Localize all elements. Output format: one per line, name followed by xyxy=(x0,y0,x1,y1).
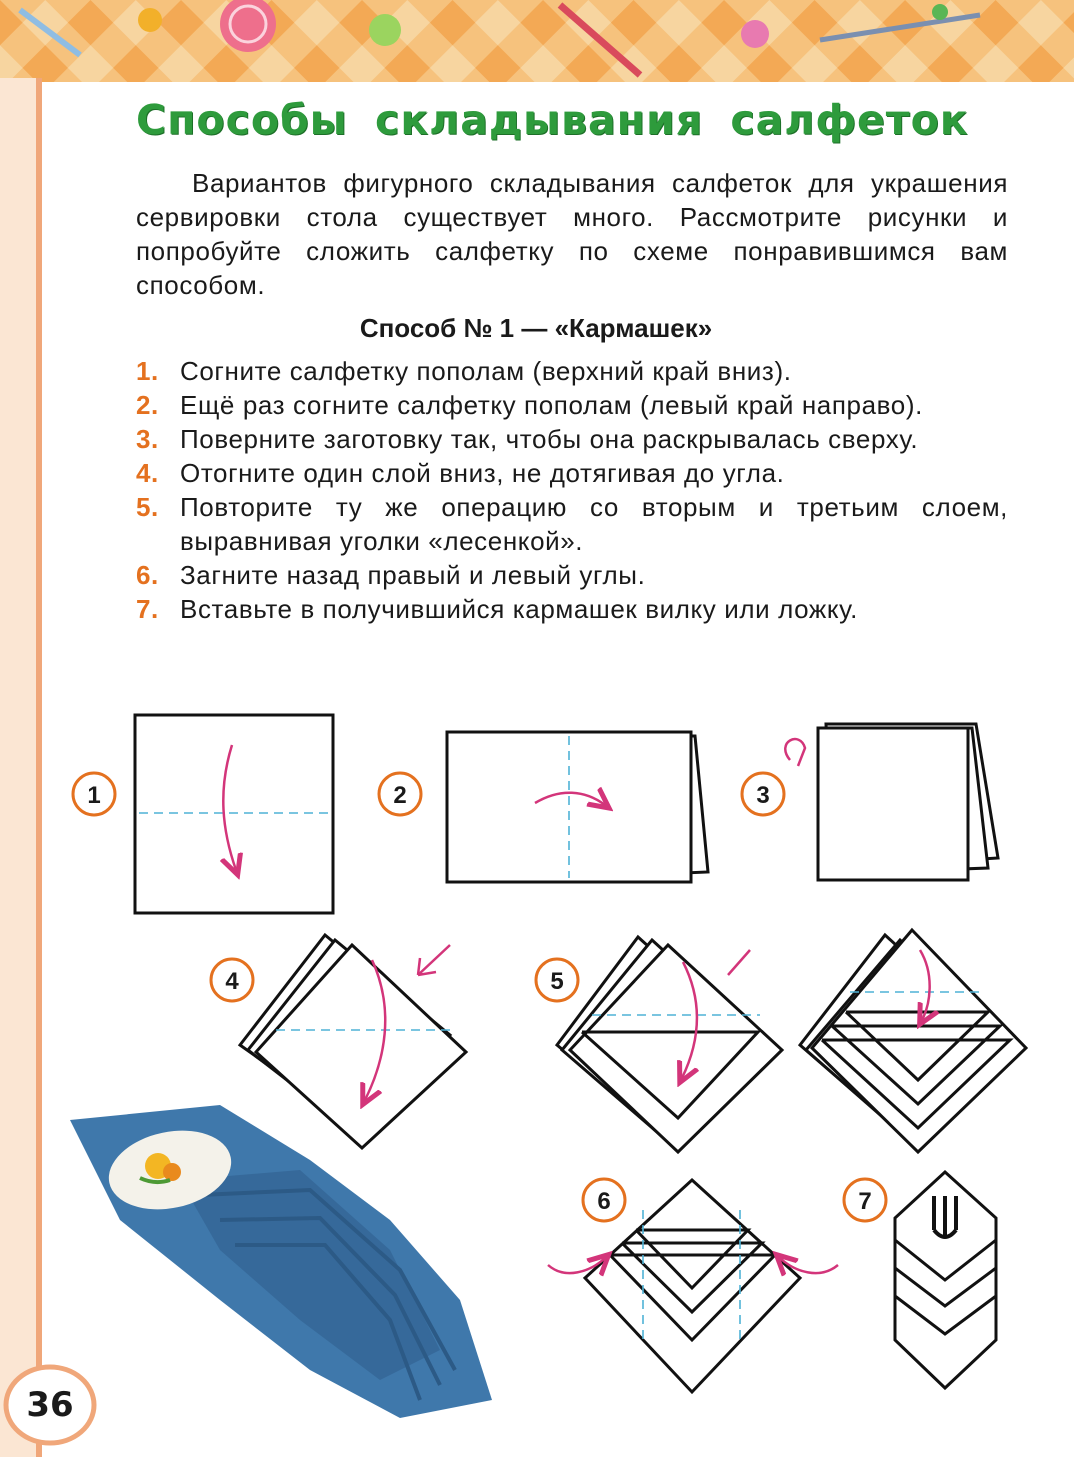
step-number: 2. xyxy=(136,390,159,420)
diagram-step-5 xyxy=(536,937,782,1152)
step-badge-label: 6 xyxy=(597,1188,611,1215)
step-number: 1. xyxy=(136,356,159,386)
step-text: Отогните один слой вниз, не дотягивая до угла. xyxy=(180,458,785,488)
diagram-step-5-result xyxy=(800,930,1026,1152)
step-number: 4. xyxy=(136,458,159,488)
step-badge-label: 7 xyxy=(858,1188,872,1215)
napkin-square xyxy=(135,715,333,913)
step-badge-label: 3 xyxy=(756,782,770,809)
napkin-pocket-photo xyxy=(60,1100,500,1420)
step-number: 7. xyxy=(136,594,159,624)
step-text: Повторите ту же операцию со вторым и третьим слоем, выравнивая уголки «лесенкой». xyxy=(180,492,1008,556)
step-number: 6. xyxy=(136,560,159,590)
small-arrow-icon xyxy=(728,950,750,975)
diagram-step-2 xyxy=(379,732,708,882)
diagram-step-7 xyxy=(844,1172,996,1388)
page-number-badge xyxy=(2,1363,98,1447)
step-badge-label: 1 xyxy=(87,782,101,809)
step-badge-label: 2 xyxy=(393,782,407,809)
diagram-step-6 xyxy=(548,1179,838,1392)
page-number: 36 xyxy=(26,1385,74,1425)
method-heading: Способ № 1 — «Кармашек» xyxy=(359,313,713,343)
napkin-square xyxy=(818,728,968,880)
diagram-step-1 xyxy=(73,715,333,913)
step-badge-label: 5 xyxy=(550,968,564,995)
step-number: 3. xyxy=(136,424,159,454)
page-title: Способы складывания салфеток xyxy=(136,96,969,144)
rotate-arrow-icon xyxy=(785,739,805,766)
step-text: Поверните заготовку так, чтобы она раскрывалась сверху. xyxy=(180,424,919,454)
step-text: Вставьте в получившийся кармашек вилку или ложку. xyxy=(180,594,858,624)
hollow-arrow-icon xyxy=(418,945,450,975)
step-badge-label: 4 xyxy=(225,968,239,995)
step-text: Согните салфетку пополам (верхний край вниз). xyxy=(180,356,792,386)
intro-paragraph: Вариантов фигурного складывания салфеток для украшения сервировки стола существует много. Рассмотрите рисунки и попробуйте сложить салфетку по схеме понравившимся вам способом. xyxy=(136,168,1008,300)
step-text: Ещё раз согните салфетку пополам (левый край направо). xyxy=(180,390,923,420)
step-number: 5. xyxy=(136,492,159,522)
diagram-step-3 xyxy=(742,724,998,880)
step-text: Загните назад правый и левый углы. xyxy=(180,560,646,590)
